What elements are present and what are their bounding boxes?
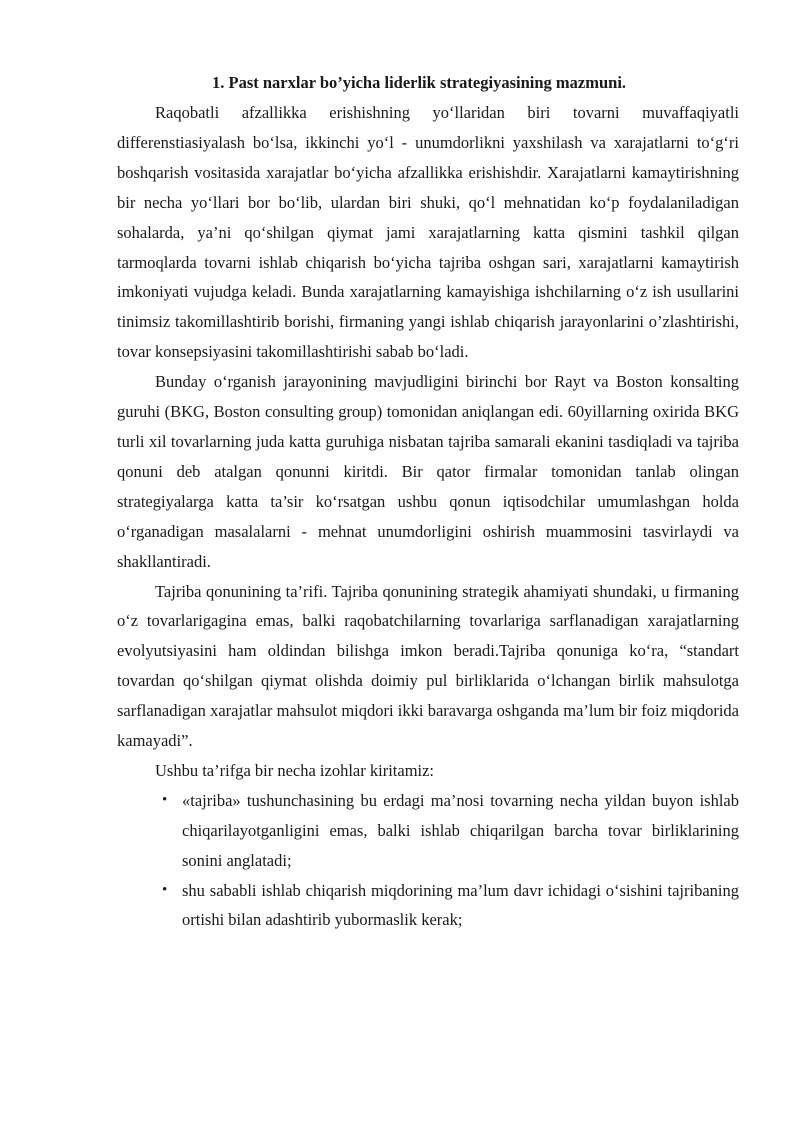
paragraph-cost-advantage: Raqobatli afzallikka erishishning yo‘llaridan biri tovarni muvaffaqiyatli differenstiasiyalash bo‘lsa, ikkinchi yo‘l - unumdorlikni yaxshilash va xarajatlarni to‘g‘ri boshqarish vositasida xarajatlar bo‘yicha afzallikka erishishdir. Xarajatlarni kamaytirishning bir necha yo‘llari bor bo‘lib, ulardan biri shuki, qo‘l mehnatidan ko‘p foydalaniladigan sohalarda, ya’ni qo‘shilgan qiymat jami xarajatlarning katta qismini tashkil qilgan tarmoqlarda tovarni ishlab chiqarish bo‘yicha tajriba oshgan sari, xarajatlarni kamaytirish imkoniyati vujudga keladi. Bunda xarajatlarning kamayishiga ishchilarning o‘z ish usullarini tinimsiz takomillashtirib borishi, firmaning yangi ishlab chiqarish jarayonlarini o’zlashtirishi, tovar konsepsiyasini takomillashtirishi sabab bo‘ladi.	[117, 103, 739, 362]
remarks-list	[117, 786, 739, 936]
document-page	[117, 68, 739, 935]
paragraph-remarks-intro: Ushbu ta’rifga bir necha izohlar kiritamiz:	[155, 760, 435, 780]
paragraph-bcg-learning: Bunday o‘rganish jarayonining mavjudligini birinchi bor Rayt va Boston konsalting guruhi (BKG, Boston consulting group) tomonidan aniqlangan edi. 60yillarning oxirida BKG turli xil tovarlarning juda katta guruhiga nisbatan tajriba samarali ekanini tasdiqladi va tajriba qonuni deb atalgan qonunni kiritdi. Bir qator firmalar tomonidan tanlab olingan strategiyalarga katta ta’sir ko‘rsatgan ushbu qonun iqtisodchilar umumlashgan holda o‘rganadigan masalalarni - mehnat unumdorligini oshirish muammosini tasvirlaydi va shakllantiradi.	[117, 372, 739, 571]
bullet-icon: •	[162, 881, 168, 898]
list-item-text: «tajriba» tushunchasining bu erdagi ma’nosi tovarning necha yildan buyon ishlab chiqarilayotganligini emas, balki ishlab chiqarilgan barcha tovar birliklarining sonini anglatadi;	[182, 790, 739, 870]
section-title: 1. Past narxlar bo’yicha liderlik strategiyasining mazmuni.	[212, 73, 627, 92]
list-item	[162, 876, 739, 936]
list-item	[162, 786, 739, 876]
list-item-text: shu sababli ishlab chiqarish miqdorining ma’lum davr ichidagi o‘sishini tajribaning ortishi bilan adashtirib yubormaslik kerak;	[182, 880, 739, 930]
paragraph-experience-law: Tajriba qonunining ta’rifi. Tajriba qonunining strategik ahamiyati shundaki, u firmaning o‘z tovarlarigagina emas, balki raqobatchilarning tovarlariga sarflanadigan xarajatlarning evolyutsiyasini ham oldindan bilishga imkon beradi.Tajriba qonuniga ko‘ra, “standart tovardan qo‘shilgan qiymat olishda doimiy pul birliklarida o‘lchangan birlik mahsulotga sarflanadigan xarajatlar mahsulot miqdori ikki baravarga oshganda ma’lum bir foiz miqdorida kamayadi”.	[117, 581, 739, 751]
bullet-icon: •	[162, 791, 168, 808]
